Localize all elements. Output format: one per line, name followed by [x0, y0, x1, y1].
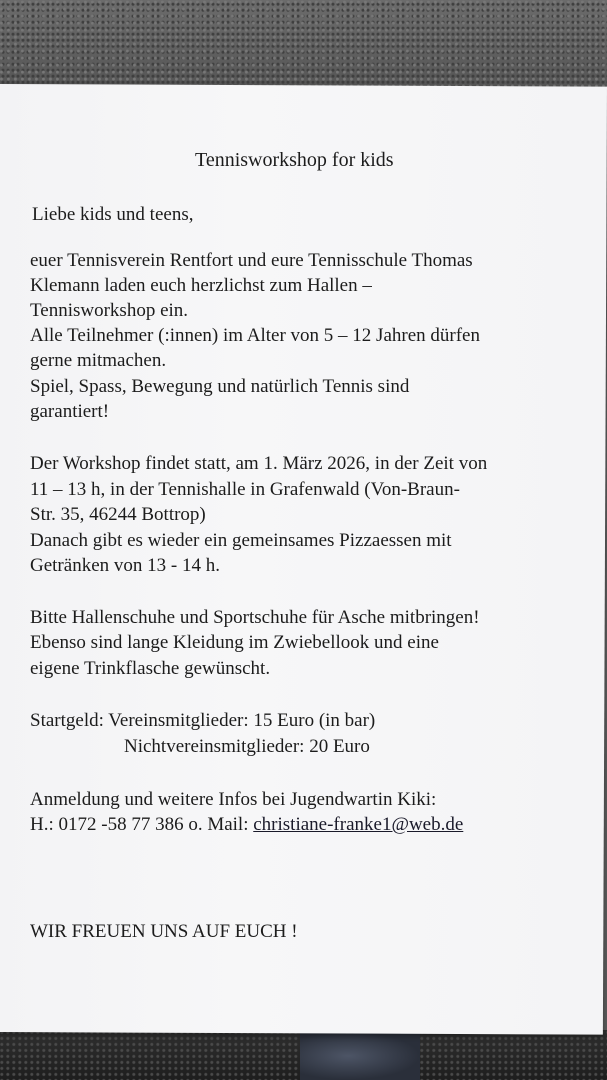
paragraph-line: eigene Trinkflasche gewünscht.: [30, 658, 271, 679]
paragraph-line: Tennisworkshop ein.: [30, 300, 189, 321]
paragraph-line: Der Workshop findet statt, am 1. März 2026, in der Zeit von: [30, 453, 488, 474]
paragraph-line: Bitte Hallenschuhe und Sportschuhe für Asche mitbringen!: [30, 607, 480, 628]
contact-phone: H.: 0172 -58 77 386 o. Mail:: [30, 814, 254, 835]
greeting: Liebe kids und teens,: [32, 204, 194, 225]
paragraph-line: Alle Teilnehmer (:innen) im Alter von 5 – 12 Jahren dürfen: [30, 325, 480, 346]
paragraph-line: Str. 35, 46244 Bottrop): [30, 504, 206, 525]
paragraph-line: euer Tennisverein Rentfort und eure Tennisschule Thomas: [30, 250, 473, 271]
closing-line: WIR FREUEN UNS AUF EUCH !: [30, 921, 298, 942]
paragraph-line: Danach gibt es wieder ein gemeinsames Pizzaessen mit: [30, 530, 452, 551]
paragraph-line: Spiel, Spass, Bewegung und natürlich Tennis sind: [30, 376, 410, 397]
paragraph-line: garantiert!: [30, 401, 110, 422]
paragraph-line: 11 – 13 h, in der Tennishalle in Grafenwald (Von-Braun-: [30, 479, 460, 500]
paragraph-line: gerne mitmachen.: [30, 350, 167, 371]
paragraph-line: Klemann laden euch herzlichst zum Hallen –: [30, 275, 372, 296]
contact-email-link[interactable]: christiane-franke1@web.de: [253, 814, 464, 835]
fee-members: Startgeld: Vereinsmitglieder: 15 Euro (in bar): [30, 710, 376, 731]
paragraph-line: Ebenso sind lange Kleidung im Zwiebellook und eine: [30, 632, 439, 653]
contact-phone-line: [30, 815, 463, 834]
paragraph-line: Getränken von 13 - 14 h.: [30, 555, 220, 576]
contact-line: Anmeldung und weitere Infos bei Jugendwartin Kiki:: [30, 789, 437, 810]
fee-non-members: Nichtvereinsmitglieder: 20 Euro: [124, 736, 370, 757]
document-title: Tennisworkshop for kids: [195, 149, 394, 171]
